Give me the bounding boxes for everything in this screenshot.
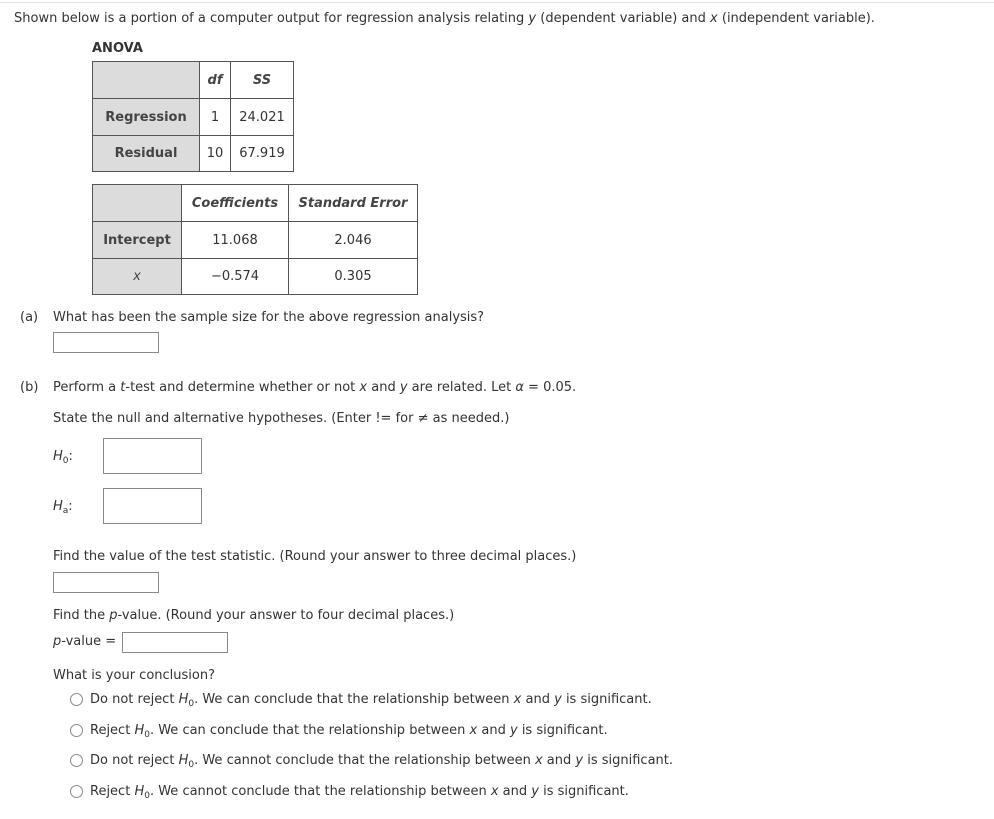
opt-text: Do not reject [90, 753, 179, 768]
intro-var-y: y [528, 11, 537, 26]
pvalue-input[interactable] [122, 632, 228, 653]
opt-text: is significant. [561, 692, 652, 707]
coef-col-standard-error: Standard Error [289, 185, 418, 222]
opt-x: x [534, 753, 543, 768]
q-text: Perform a [53, 380, 121, 395]
q-text: and [367, 380, 400, 395]
opt-sub: 0 [144, 791, 150, 801]
opt-text: and [542, 753, 576, 768]
ha-sub: a [62, 506, 69, 516]
pvalue-label-rest: -value = [61, 634, 117, 649]
sample-size-input[interactable] [53, 332, 159, 353]
coef-corner [93, 185, 182, 222]
q-x: x [359, 380, 368, 395]
opt-y: y [554, 692, 562, 707]
coef-cell-standard-error: 2.046 [289, 222, 418, 259]
opt-sub: 0 [144, 730, 150, 740]
coef-col-coefficients: Coefficients [182, 185, 289, 222]
conclusion-radio[interactable] [70, 693, 83, 706]
part-b-label: (b) [20, 380, 39, 395]
part-a-label: (a) [20, 310, 39, 325]
pvalue-label [53, 634, 116, 649]
conclusion-radio[interactable] [70, 724, 83, 737]
opt-text: and [521, 692, 555, 707]
ha-colon: : [68, 499, 73, 514]
coef-row-label: Intercept [93, 222, 182, 259]
anova-row-label: Residual [93, 136, 200, 172]
q-text: -test and determine whether or not [125, 380, 360, 395]
pvalue-prompt-p: p [109, 608, 118, 623]
pvalue-prompt-find: Find the [53, 608, 110, 623]
opt-text: is significant. [538, 784, 629, 799]
opt-h: H [134, 723, 145, 738]
opt-text: and [477, 723, 510, 738]
test-statistic-input[interactable] [53, 572, 159, 593]
opt-h: H [178, 692, 189, 707]
intro-var-x: x [710, 11, 718, 26]
opt-x: x [469, 723, 478, 738]
opt-x: x [490, 784, 499, 799]
top-divider [0, 2, 994, 3]
anova-cell-ss: 67.919 [231, 136, 294, 172]
h0-colon: : [68, 449, 73, 464]
opt-y: y [575, 753, 584, 768]
opt-text: Reject [90, 784, 135, 799]
opt-y: y [531, 784, 539, 799]
hypotheses-instruction: State the null and alternative hypotheses. (Enter != for ≠ as needed.) [53, 411, 510, 426]
q-alpha: α [515, 380, 524, 395]
intro-part3: (independent variable). [717, 11, 875, 26]
intro-part2: (dependent variable) and [536, 11, 711, 26]
opt-y: y [509, 723, 518, 738]
opt-text: Reject [90, 723, 135, 738]
pvalue-label-p: p [53, 634, 62, 649]
opt-h: H [178, 753, 189, 768]
anova-col-df: df [200, 62, 231, 99]
ha-h: H [53, 499, 63, 514]
anova-col-ss: SS [231, 62, 294, 99]
intro-text [14, 11, 875, 26]
intro-part1: Shown below is a portion of a computer output for regression analysis relating [14, 11, 529, 26]
h0-h: H [53, 449, 63, 464]
coef-cell-standard-error: 0.305 [289, 259, 418, 295]
anova-title: ANOVA [92, 41, 143, 56]
opt-text: is significant. [583, 753, 674, 768]
pvalue-prompt-rest: -value. (Round your answer to four decimal places.) [117, 608, 455, 623]
conclusion-prompt: What is your conclusion? [53, 668, 215, 683]
part-a-question: What has been the sample size for the above regression analysis? [53, 310, 485, 325]
anova-table [92, 61, 294, 172]
opt-text: and [498, 784, 532, 799]
coef-cell-coefficient: −0.574 [182, 259, 289, 295]
test-statistic-prompt: Find the value of the test statistic. (Round your answer to three decimal places.) [53, 549, 577, 564]
opt-text: Do not reject [90, 692, 179, 707]
anova-cell-df: 10 [200, 136, 231, 172]
anova-cell-ss: 24.021 [231, 99, 294, 136]
h0-sub: 0 [62, 456, 69, 466]
q-y: y [399, 380, 408, 395]
opt-text: . We can conclude that the relationship between [149, 723, 470, 738]
conclusion-radio[interactable] [70, 754, 83, 767]
q-text: are related. Let [407, 380, 516, 395]
anova-row-label: Regression [93, 99, 200, 136]
conclusion-option-label[interactable] [90, 753, 673, 768]
q-t: t [120, 380, 126, 395]
opt-sub: 0 [188, 699, 195, 709]
conclusion-option-label[interactable] [90, 784, 629, 799]
coefficients-table [92, 184, 418, 295]
opt-text: is significant. [517, 723, 608, 738]
anova-cell-df: 1 [200, 99, 231, 136]
ha-label [53, 499, 73, 514]
pvalue-prompt [53, 608, 454, 623]
opt-h: H [134, 784, 145, 799]
q-text: = 0.05. [523, 380, 577, 395]
null-hypothesis-input[interactable] [103, 438, 202, 474]
opt-text: . We cannot conclude that the relationship between [194, 753, 535, 768]
conclusion-option-label[interactable] [90, 723, 608, 738]
opt-x: x [513, 692, 522, 707]
opt-sub: 0 [188, 760, 195, 770]
alternative-hypothesis-input[interactable] [103, 488, 202, 524]
h0-label [53, 449, 73, 464]
coef-cell-coefficient: 11.068 [182, 222, 289, 259]
opt-text: . We can conclude that the relationship between [194, 692, 514, 707]
opt-text: . We cannot conclude that the relationship between [149, 784, 491, 799]
part-b-question [53, 380, 576, 395]
conclusion-radio[interactable] [70, 785, 83, 798]
anova-corner [93, 62, 200, 99]
coef-row-label: x [93, 259, 182, 295]
conclusion-option-label[interactable] [90, 692, 652, 707]
